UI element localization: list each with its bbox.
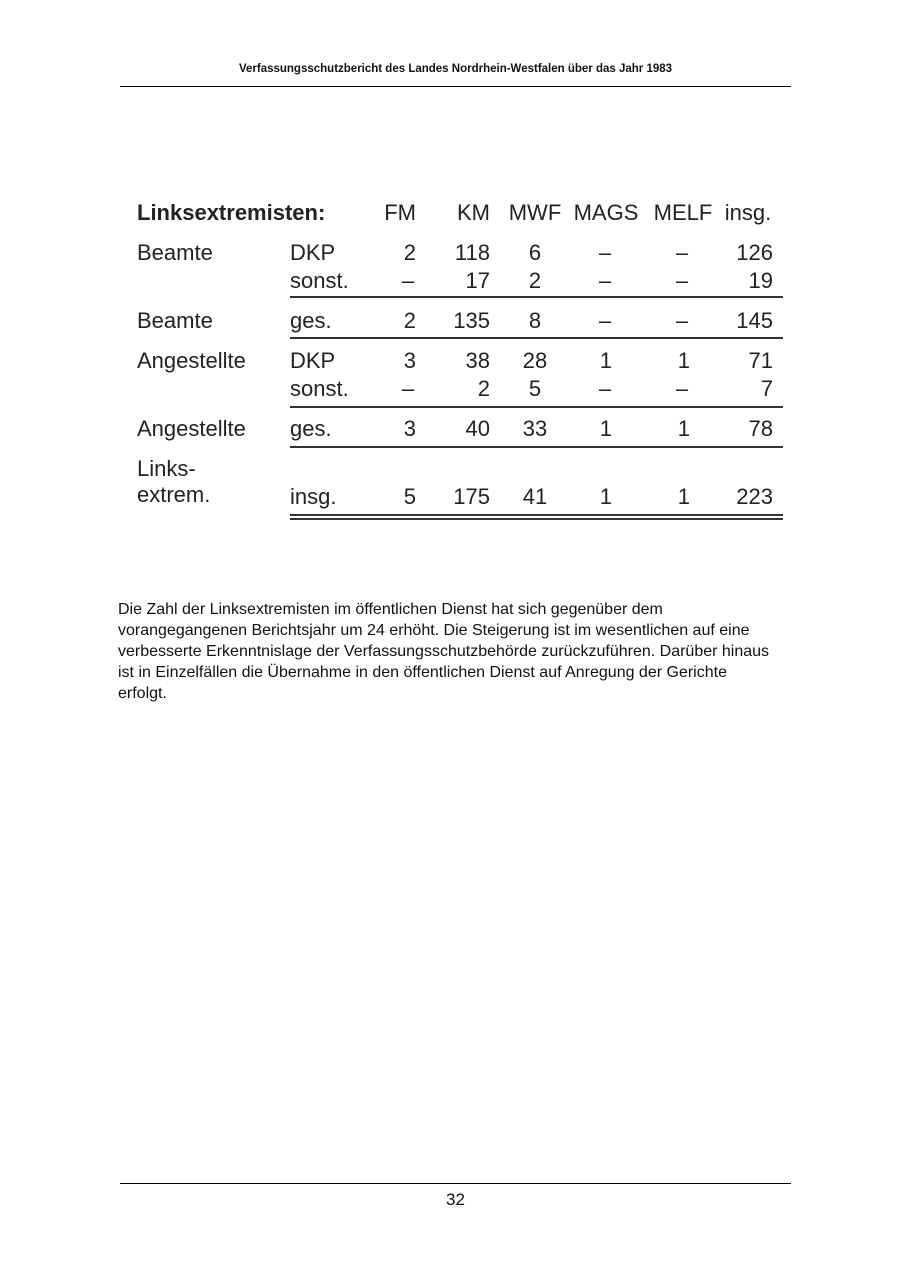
table-rule <box>290 406 783 408</box>
footer-rule <box>120 1183 791 1184</box>
table-cell: 135 <box>453 308 490 333</box>
column-header: FM <box>384 200 416 225</box>
table-cell: 1 <box>599 416 612 441</box>
table-cell: – <box>675 308 689 333</box>
row-sub-label: DKP <box>290 348 336 373</box>
table-cell: 1 <box>599 484 612 509</box>
table-cell: 2 <box>477 376 490 401</box>
page-number: 32 <box>446 1190 465 1209</box>
table-cell: – <box>401 376 415 401</box>
table-rule <box>290 337 783 339</box>
column-header: MELF <box>653 200 713 225</box>
table-cell: 8 <box>528 308 542 333</box>
table-cell: – <box>675 376 689 401</box>
row-group-label: Beamte <box>137 308 213 333</box>
table-cell: 33 <box>522 416 548 441</box>
table-cell: 19 <box>748 268 773 293</box>
table-cell: 17 <box>465 268 490 293</box>
table-title: Linksextremisten: <box>137 200 326 225</box>
table-double-rule <box>290 518 783 520</box>
table-cell: 1 <box>677 348 690 373</box>
row-sub-label: ges. <box>290 416 332 441</box>
table-cell: – <box>401 268 415 293</box>
table-cell: 28 <box>522 348 548 373</box>
table-cell: 1 <box>677 416 690 441</box>
table-cell: 41 <box>522 484 548 509</box>
table-cell: 5 <box>528 376 542 401</box>
row-group-label: Angestellte <box>137 348 246 373</box>
table-cell: 118 <box>454 240 490 265</box>
table-cell: – <box>598 308 612 333</box>
table-cell: 1 <box>677 484 690 509</box>
table-cell: 5 <box>403 484 416 509</box>
column-header: KM <box>457 200 490 225</box>
table-cell: 175 <box>453 484 490 509</box>
row-group-label: Links- extrem. <box>137 456 211 507</box>
table-cell: 7 <box>760 376 773 401</box>
table-cell: 40 <box>465 416 490 441</box>
table-cell: 6 <box>528 240 542 265</box>
table-cell: – <box>675 268 689 293</box>
table-cell: 2 <box>528 268 542 293</box>
table-cell: 145 <box>736 308 773 333</box>
table-cell: 3 <box>403 348 416 373</box>
table-cell: 126 <box>736 240 773 265</box>
row-sub-label: DKP <box>290 240 336 265</box>
statistics-table <box>0 0 900 540</box>
row-sub-label: sonst. <box>290 376 349 401</box>
table-cell: – <box>675 240 689 265</box>
table-cell: 223 <box>736 484 773 509</box>
row-group-label: Beamte <box>137 240 213 265</box>
row-sub-label: sonst. <box>290 268 349 293</box>
table-cell: 71 <box>748 348 773 373</box>
table-cell: 2 <box>403 240 416 265</box>
column-header: MWF <box>508 200 562 225</box>
column-header: MAGS <box>573 200 639 225</box>
row-sub-label: ges. <box>290 308 332 333</box>
running-header: Verfassungsschutzbericht des Landes Nordrhein-Westfalen über das Jahr 1983 <box>238 63 673 75</box>
column-header: insg. <box>724 200 772 225</box>
row-group-label: Angestellte <box>137 416 246 441</box>
table-cell: 38 <box>465 348 490 373</box>
table-rule <box>290 296 783 298</box>
table-cell: – <box>598 376 612 401</box>
table-rule <box>290 446 783 448</box>
table-cell: 2 <box>403 308 416 333</box>
table-cell: 3 <box>403 416 416 441</box>
table-cell: – <box>598 240 612 265</box>
table-double-rule <box>290 514 783 516</box>
table-cell: 1 <box>599 348 612 373</box>
body-paragraph: Die Zahl der Linksextremisten im öffentlichen Dienst hat sich gegenüber dem vorangegangenen Berichtsjahr um 24 erhöht. Die Steigerung ist im wesentlichen auf eine verbesserte Erkenntnislage der Verfassungsschutzbehörde zurückzuführen. Darüber hinaus ist in Einzelfällen die Übernahme in den öffentlichen Dienst auf Anregung der Gerichte erfolgt. <box>118 601 770 702</box>
table-cell: – <box>598 268 612 293</box>
table-cell: 78 <box>748 416 773 441</box>
row-sub-label: insg. <box>290 484 337 509</box>
